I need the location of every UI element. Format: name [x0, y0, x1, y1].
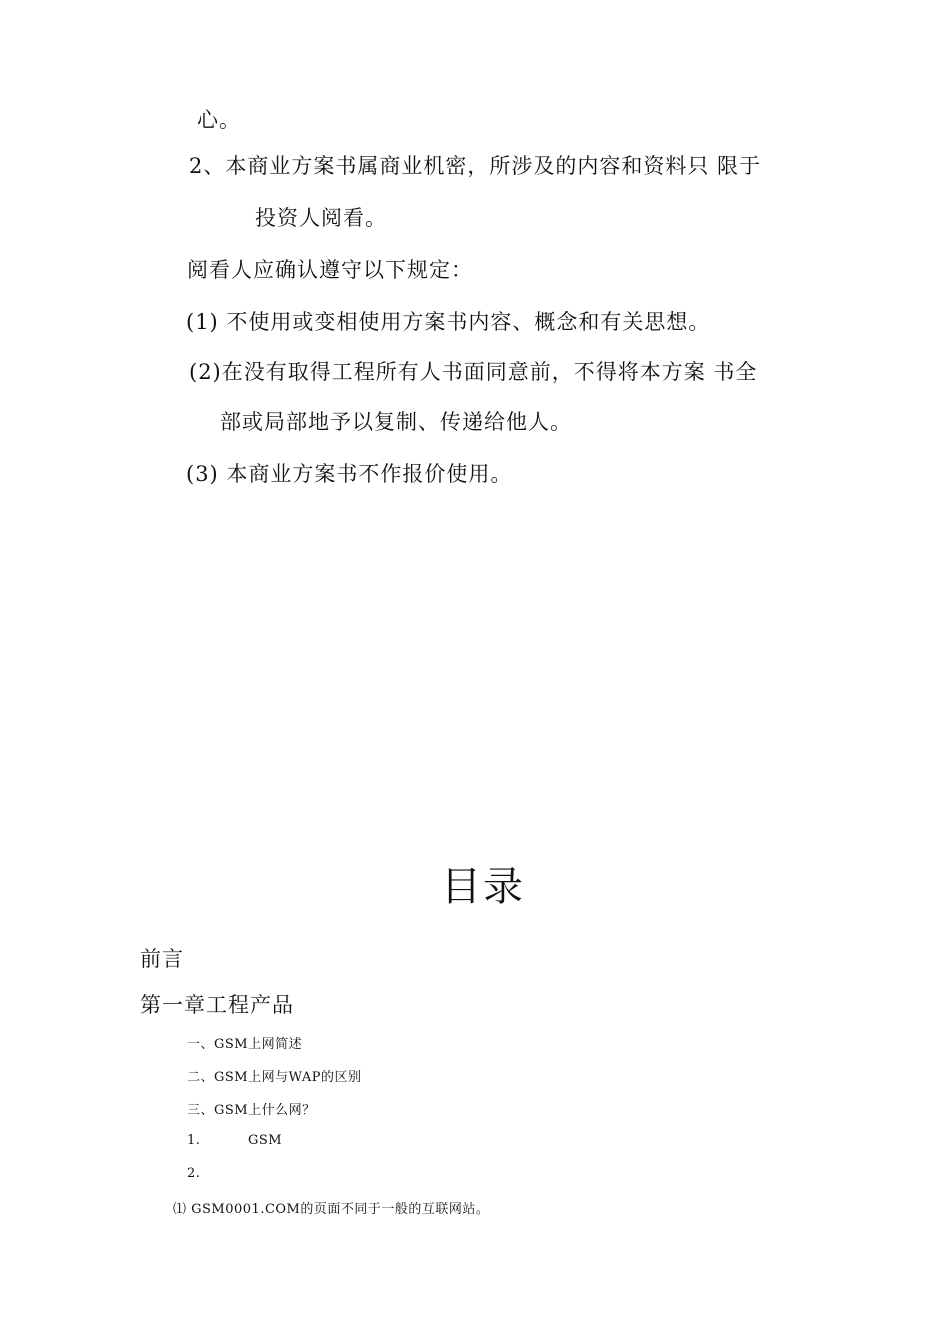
- toc-item-3[interactable]: 三、GSM上什么网？: [187, 1103, 316, 1118]
- toc-title: 目录: [441, 864, 525, 910]
- toc-subitem-1-text[interactable]: GSM: [248, 1133, 283, 1148]
- toc-chapter-1[interactable]: 第一章工程产品: [140, 993, 294, 1017]
- toc-item-2[interactable]: 二、GSM上网与WAP的区别: [187, 1070, 362, 1085]
- toc-subitem-1-number: 1.: [187, 1133, 201, 1148]
- toc-subitem-2-number: 2.: [187, 1166, 201, 1181]
- notice-item-2-line-2: 投资人阅看。: [255, 206, 387, 230]
- rule-3: [186, 458, 512, 488]
- notice-continued-line: 心。: [197, 108, 241, 132]
- rule-2-text-line-1: 在没有取得工程所有人书面同意前，不得将本方案 书全: [221, 360, 758, 384]
- rule-3-text: 本商业方案书不作报价使用。: [226, 462, 513, 486]
- rule-2-number: (2): [189, 360, 222, 384]
- toc-preface[interactable]: 前言: [140, 947, 184, 971]
- notice-item-2-line-1: 2、本商业方案书属商业机密，所涉及的内容和资料只 限于: [189, 154, 762, 178]
- rule-2: [189, 356, 757, 386]
- rule-1-number: (1): [186, 310, 219, 334]
- toc-subnote[interactable]: ⑴ GSM0001.COM的页面不同于一般的互联网站。: [173, 1202, 490, 1217]
- rule-2-text-line-2: 部或局部地予以复制、传递给他人。: [220, 410, 572, 434]
- toc-item-1[interactable]: 一、GSM上网简述: [187, 1037, 303, 1052]
- confirm-intro: 阅看人应确认遵守以下规定：: [187, 258, 473, 282]
- rule-1-text: 不使用或变相使用方案书内容、概念和有关思想。: [226, 310, 711, 334]
- rule-3-number: (3): [186, 462, 219, 486]
- rule-1: [186, 306, 710, 336]
